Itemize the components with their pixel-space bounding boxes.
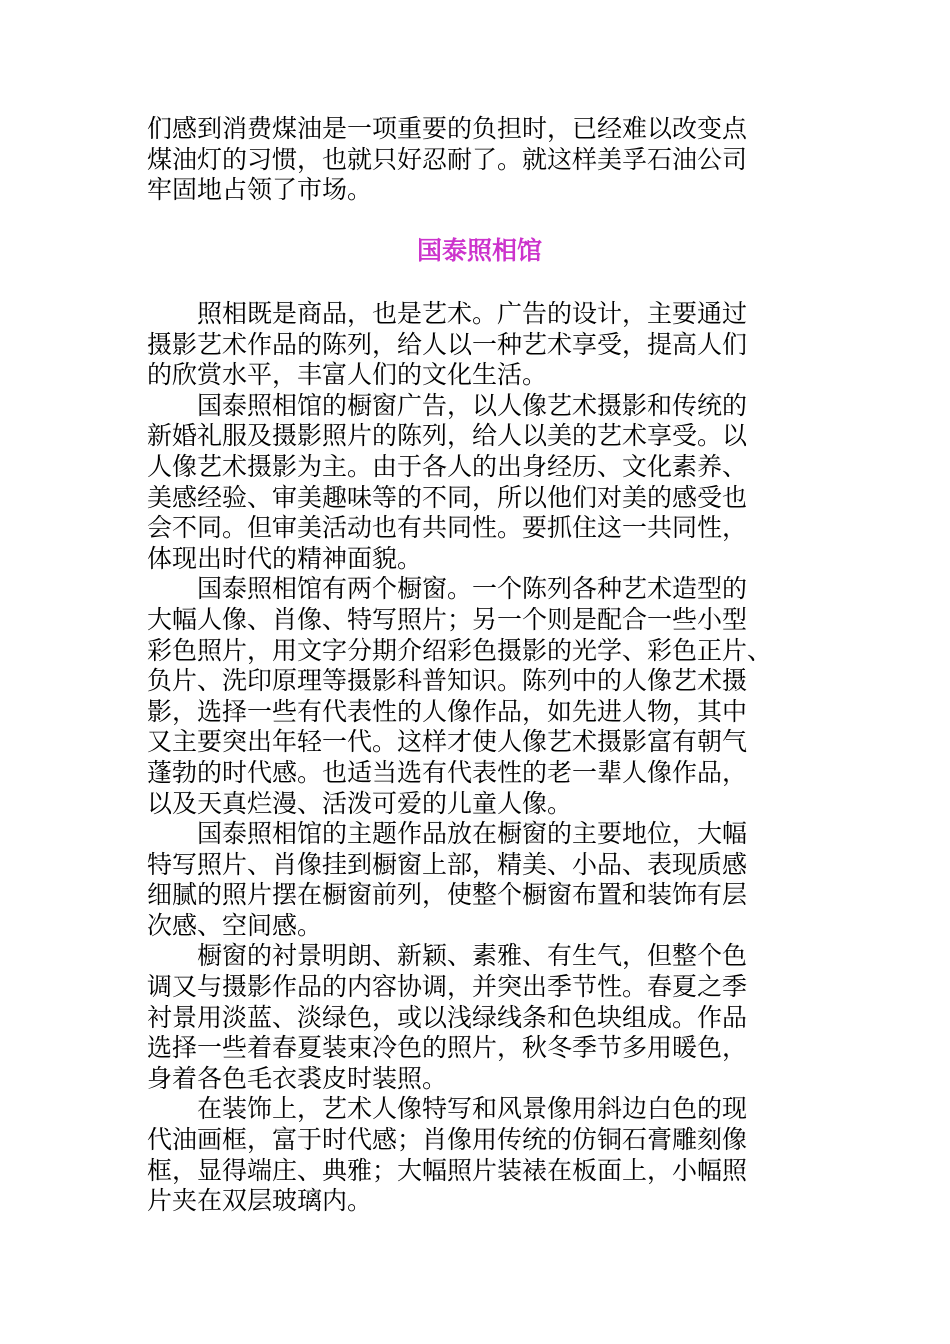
text-line: 特写照片、肖像挂到橱窗上部，精美、小品、表现质感 — [147, 849, 748, 879]
text-line: 彩色照片，用文字分期介绍彩色摄影的光学、彩色正片、 — [147, 635, 773, 665]
text-line: 体现出时代的精神面貌。 — [147, 543, 423, 573]
text-line: 又主要突出年轻一代。这样才使人像艺术摄影富有朝气 — [147, 727, 748, 757]
intro-paragraph — [147, 114, 812, 206]
text-line: 蓬勃的时代感。也适当选有代表性的老一辈人像作品， — [147, 757, 748, 787]
text-line: 影，选择一些有代表性的人像作品，如先进人物，其中 — [147, 696, 748, 726]
paragraph — [147, 1094, 812, 1216]
text-line: 会不同。但审美活动也有共同性。要抓住这一共同性， — [147, 513, 748, 543]
text-line: 们感到消费煤油是一项重要的负担时，已经难以改变点 — [147, 114, 748, 143]
text-line: 选择一些着春夏装束冷色的照片，秋冬季节多用暖色， — [147, 1033, 748, 1063]
text-line: 片夹在双层玻璃内。 — [147, 1186, 373, 1216]
paragraph — [147, 819, 812, 941]
text-line: 框，显得端庄、典雅；大幅照片装裱在板面上，小幅照 — [147, 1155, 748, 1185]
text-line: 人像艺术摄影为主。由于各人的出身经历、文化素养、 — [147, 451, 748, 481]
text-line: 大幅人像、肖像、特写照片；另一个则是配合一些小型 — [147, 604, 748, 634]
text-line: 国泰照相馆的橱窗广告，以人像艺术摄影和传统的 — [147, 390, 748, 420]
text-line: 橱窗的衬景明朗、新颖、素雅、有生气，但整个色 — [147, 941, 748, 971]
paragraph — [147, 941, 812, 1094]
text-line: 摄影艺术作品的陈列，给人以一种艺术享受，提高人们 — [147, 329, 748, 359]
paragraph — [147, 299, 812, 391]
section-title: 国泰照相馆 — [416, 236, 542, 265]
text-line: 在装饰上，艺术人像特写和风景像用斜边白色的现 — [147, 1094, 748, 1124]
text-line: 煤油灯的习惯，也就只好忍耐了。就这样美孚石油公司 — [147, 144, 748, 174]
text-line: 身着各色毛衣裘皮时装照。 — [147, 1063, 448, 1093]
paragraph — [147, 574, 812, 819]
document-page — [147, 114, 812, 1216]
text-line: 国泰照相馆有两个橱窗。一个陈列各种艺术造型的 — [147, 574, 748, 604]
text-line: 细腻的照片摆在橱窗前列，使整个橱窗布置和装饰有层 — [147, 880, 748, 910]
text-line: 美感经验、审美趣味等的不同，所以他们对美的感受也 — [147, 482, 748, 512]
text-line: 次感、空间感。 — [147, 910, 323, 940]
text-line: 衬景用淡蓝、淡绿色，或以浅绿线条和色块组成。作品 — [147, 1002, 748, 1032]
text-line: 照相既是商品，也是艺术。广告的设计，主要通过 — [147, 299, 748, 328]
text-line: 新婚礼服及摄影照片的陈列，给人以美的艺术享受。以 — [147, 421, 748, 451]
text-line: 代油画框，富于时代感；肖像用传统的仿铜石膏雕刻像 — [147, 1125, 748, 1155]
text-line: 调又与摄影作品的内容协调，并突出季节性。春夏之季 — [147, 972, 748, 1002]
text-line: 负片、洗印原理等摄影科普知识。陈列中的人像艺术摄 — [147, 666, 748, 696]
text-line: 国泰照相馆的主题作品放在橱窗的主要地位，大幅 — [147, 819, 748, 849]
text-line: 以及天真烂漫、活泼可爱的儿童人像。 — [147, 788, 573, 818]
paragraph — [147, 391, 812, 575]
text-line: 牢固地占领了市场。 — [147, 175, 373, 205]
text-line: 的欣赏水平，丰富人们的文化生活。 — [147, 360, 548, 390]
section-body — [147, 299, 812, 1217]
